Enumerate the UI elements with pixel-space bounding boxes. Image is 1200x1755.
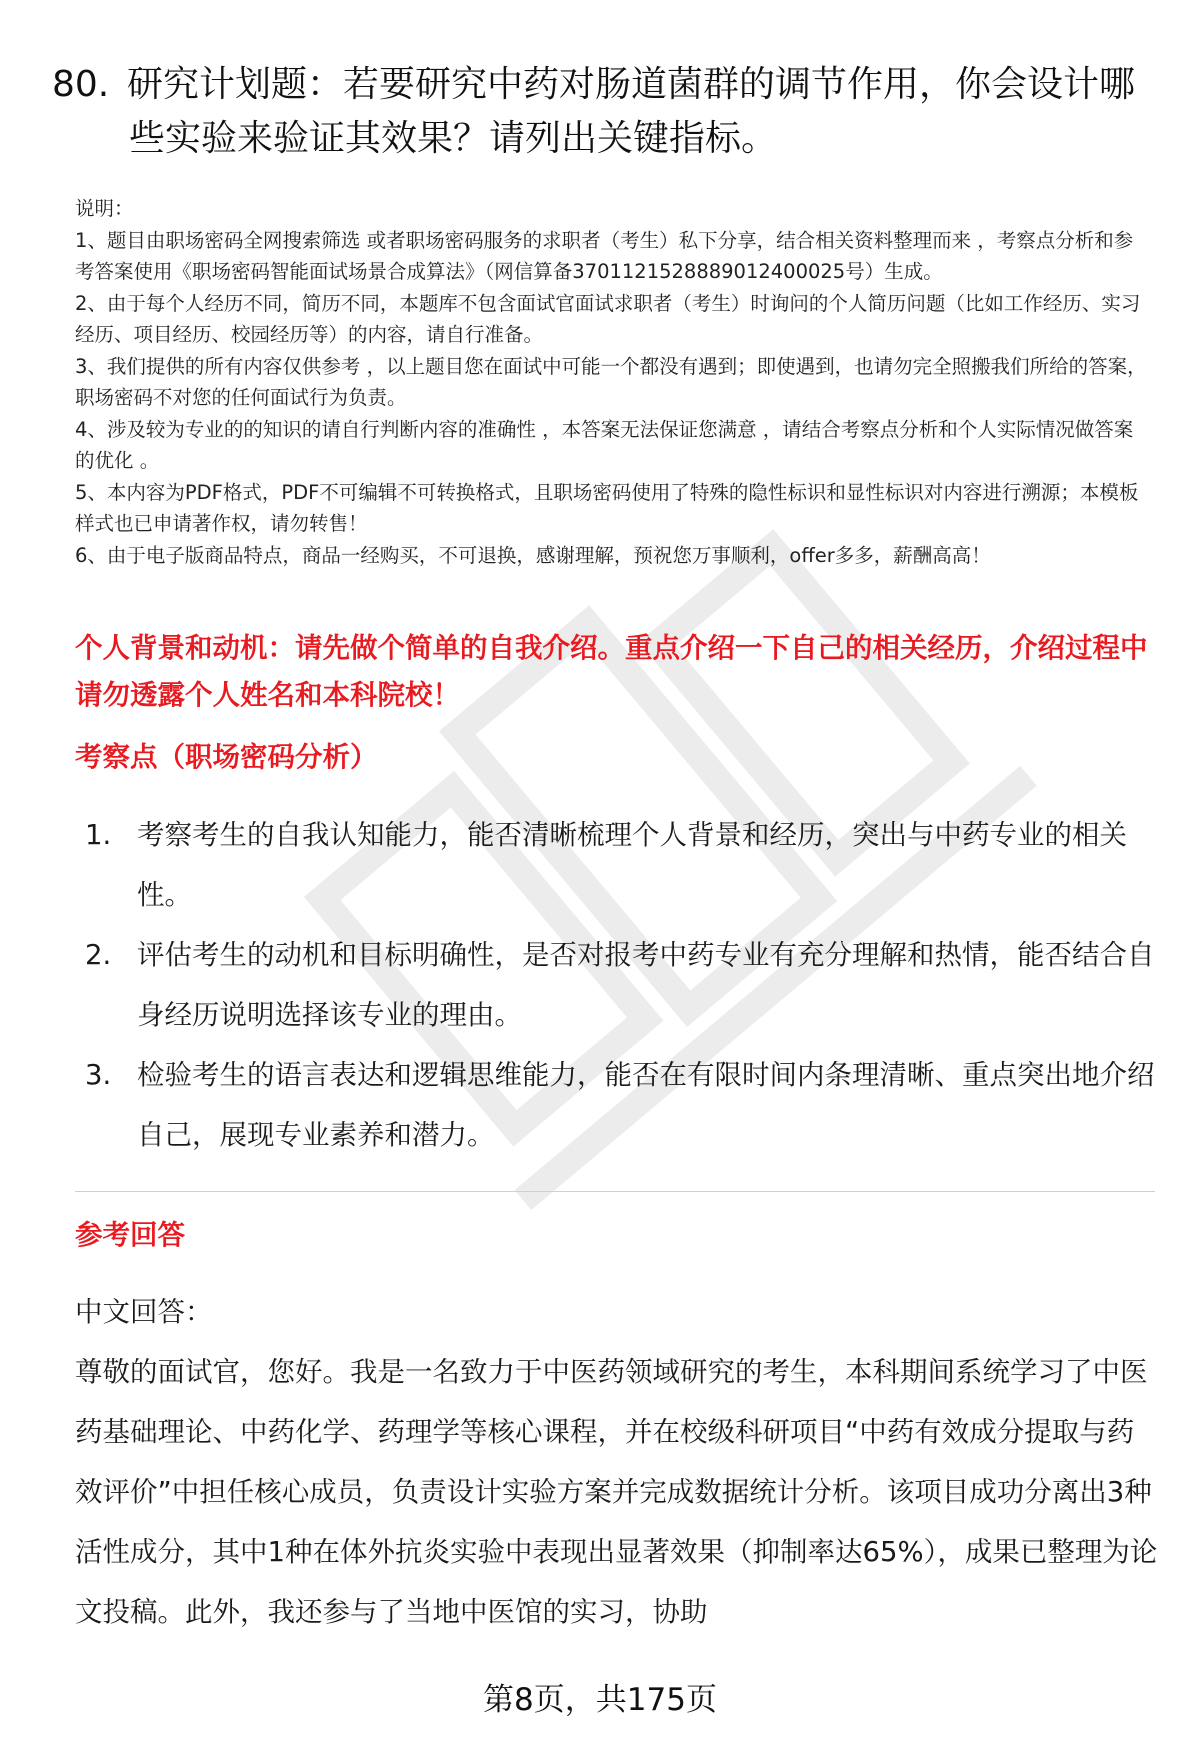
question-text-line2: 些实验来验证其效果？请列出关键指标。 xyxy=(129,118,778,159)
notes-item: 2、由于每个人经历不同，简历不同，本题库不包含面试官面试求职者（考生）时询问的个人简历问题（比如工作经历、实习经历、项目经历、校园经历等）的内容，请自行准备。 xyxy=(75,291,1141,346)
notes-item: 1、题目由职场密码全网搜索筛选 或者职场密码服务的求职者（考生）私下分享，结合相关资料整理而来 ，考察点分析和参考答案使用《职场密码智能面试场景合成算法》（网信算备3701121528889012400025号）生成。 xyxy=(75,228,1134,283)
point-number: 3. xyxy=(85,1059,112,1091)
page-number: 第8页，共175页 xyxy=(483,1682,717,1718)
question-number: 80. xyxy=(52,64,110,105)
assessment-heading: 考察点（职场密码分析） xyxy=(75,741,378,773)
assessment-point xyxy=(75,925,1155,1045)
point-number: 2. xyxy=(85,939,112,971)
point-text: 评估考生的动机和目标明确性，是否对报考中药专业有充分理解和热情，能否结合自身经历说明选择该专业的理由。 xyxy=(137,939,1155,1031)
point-text: 考察考生的自我认知能力，能否清晰梳理个人背景和经历，突出与中药专业的相关性。 xyxy=(137,819,1127,911)
notes-item: 4、涉及较为专业的的知识的请自行判断内容的准确性 ，本答案无法保证您满意 ，请结合考察点分析和个人实际情况做答案的优化 。 xyxy=(75,417,1134,472)
notes-item: 5、本内容为PDF格式，PDF不可编辑不可转换格式，且职场密码使用了特殊的隐性标识和显性标识对内容进行溯源；本模板样式也已申请著作权，请勿转售！ xyxy=(75,480,1139,535)
answer-body: 尊敬的面试官，您好。我是一名致力于中医药领域研究的考生，本科期间系统学习了中医药基础理论、中药化学、药理学等核心课程，并在校级科研项目“中药有效成分提取与药效评价”中担任核心成员，负责设计实验方案并完成数据统计分析。该项目成功分离出3种活性成分，其中1种在体外抗炎实验中表现出显著效果（抑制率达65%），成果已整理为论文投稿。此外，我还参与了当地中医馆的实习，协助 xyxy=(75,1356,1158,1628)
question-title xyxy=(52,58,1152,166)
background-question: 个人背景和动机：请先做个简单的自我介绍。重点介绍一下自己的相关经历，介绍过程中请勿透露个人姓名和本科院校！ xyxy=(75,632,1148,711)
notes-title: 说明： xyxy=(75,197,134,220)
notes-item: 3、我们提供的所有内容仅供参考 ，以上题目您在面试中可能一个都没有遇到；即使遇到，也请勿完全照搬我们所给的答案，职场密码不对您的任何面试行为负责。 xyxy=(75,354,1147,409)
question-text-line1: 研究计划题：若要研究中药对肠道菌群的调节作用，你会设计哪 xyxy=(127,64,1136,105)
answer-label: 中文回答： xyxy=(75,1296,213,1328)
assessment-point xyxy=(75,1045,1155,1165)
disclaimer-notes xyxy=(75,193,1150,571)
reference-answer xyxy=(75,1282,1160,1642)
reference-heading: 参考回答 xyxy=(75,1219,185,1251)
assessment-points xyxy=(75,805,1155,1165)
section-divider xyxy=(75,1191,1155,1192)
notes-item: 6、由于电子版商品特点，商品一经购买，不可退换，感谢理解，预祝您万事顺利，offer多多，薪酬高高！ xyxy=(75,543,991,567)
point-text: 检验考生的语言表达和逻辑思维能力，能否在有限时间内条理清晰、重点突出地介绍自己，展现专业素养和潜力。 xyxy=(137,1059,1155,1151)
point-number: 1. xyxy=(85,819,112,851)
assessment-point xyxy=(75,805,1155,925)
